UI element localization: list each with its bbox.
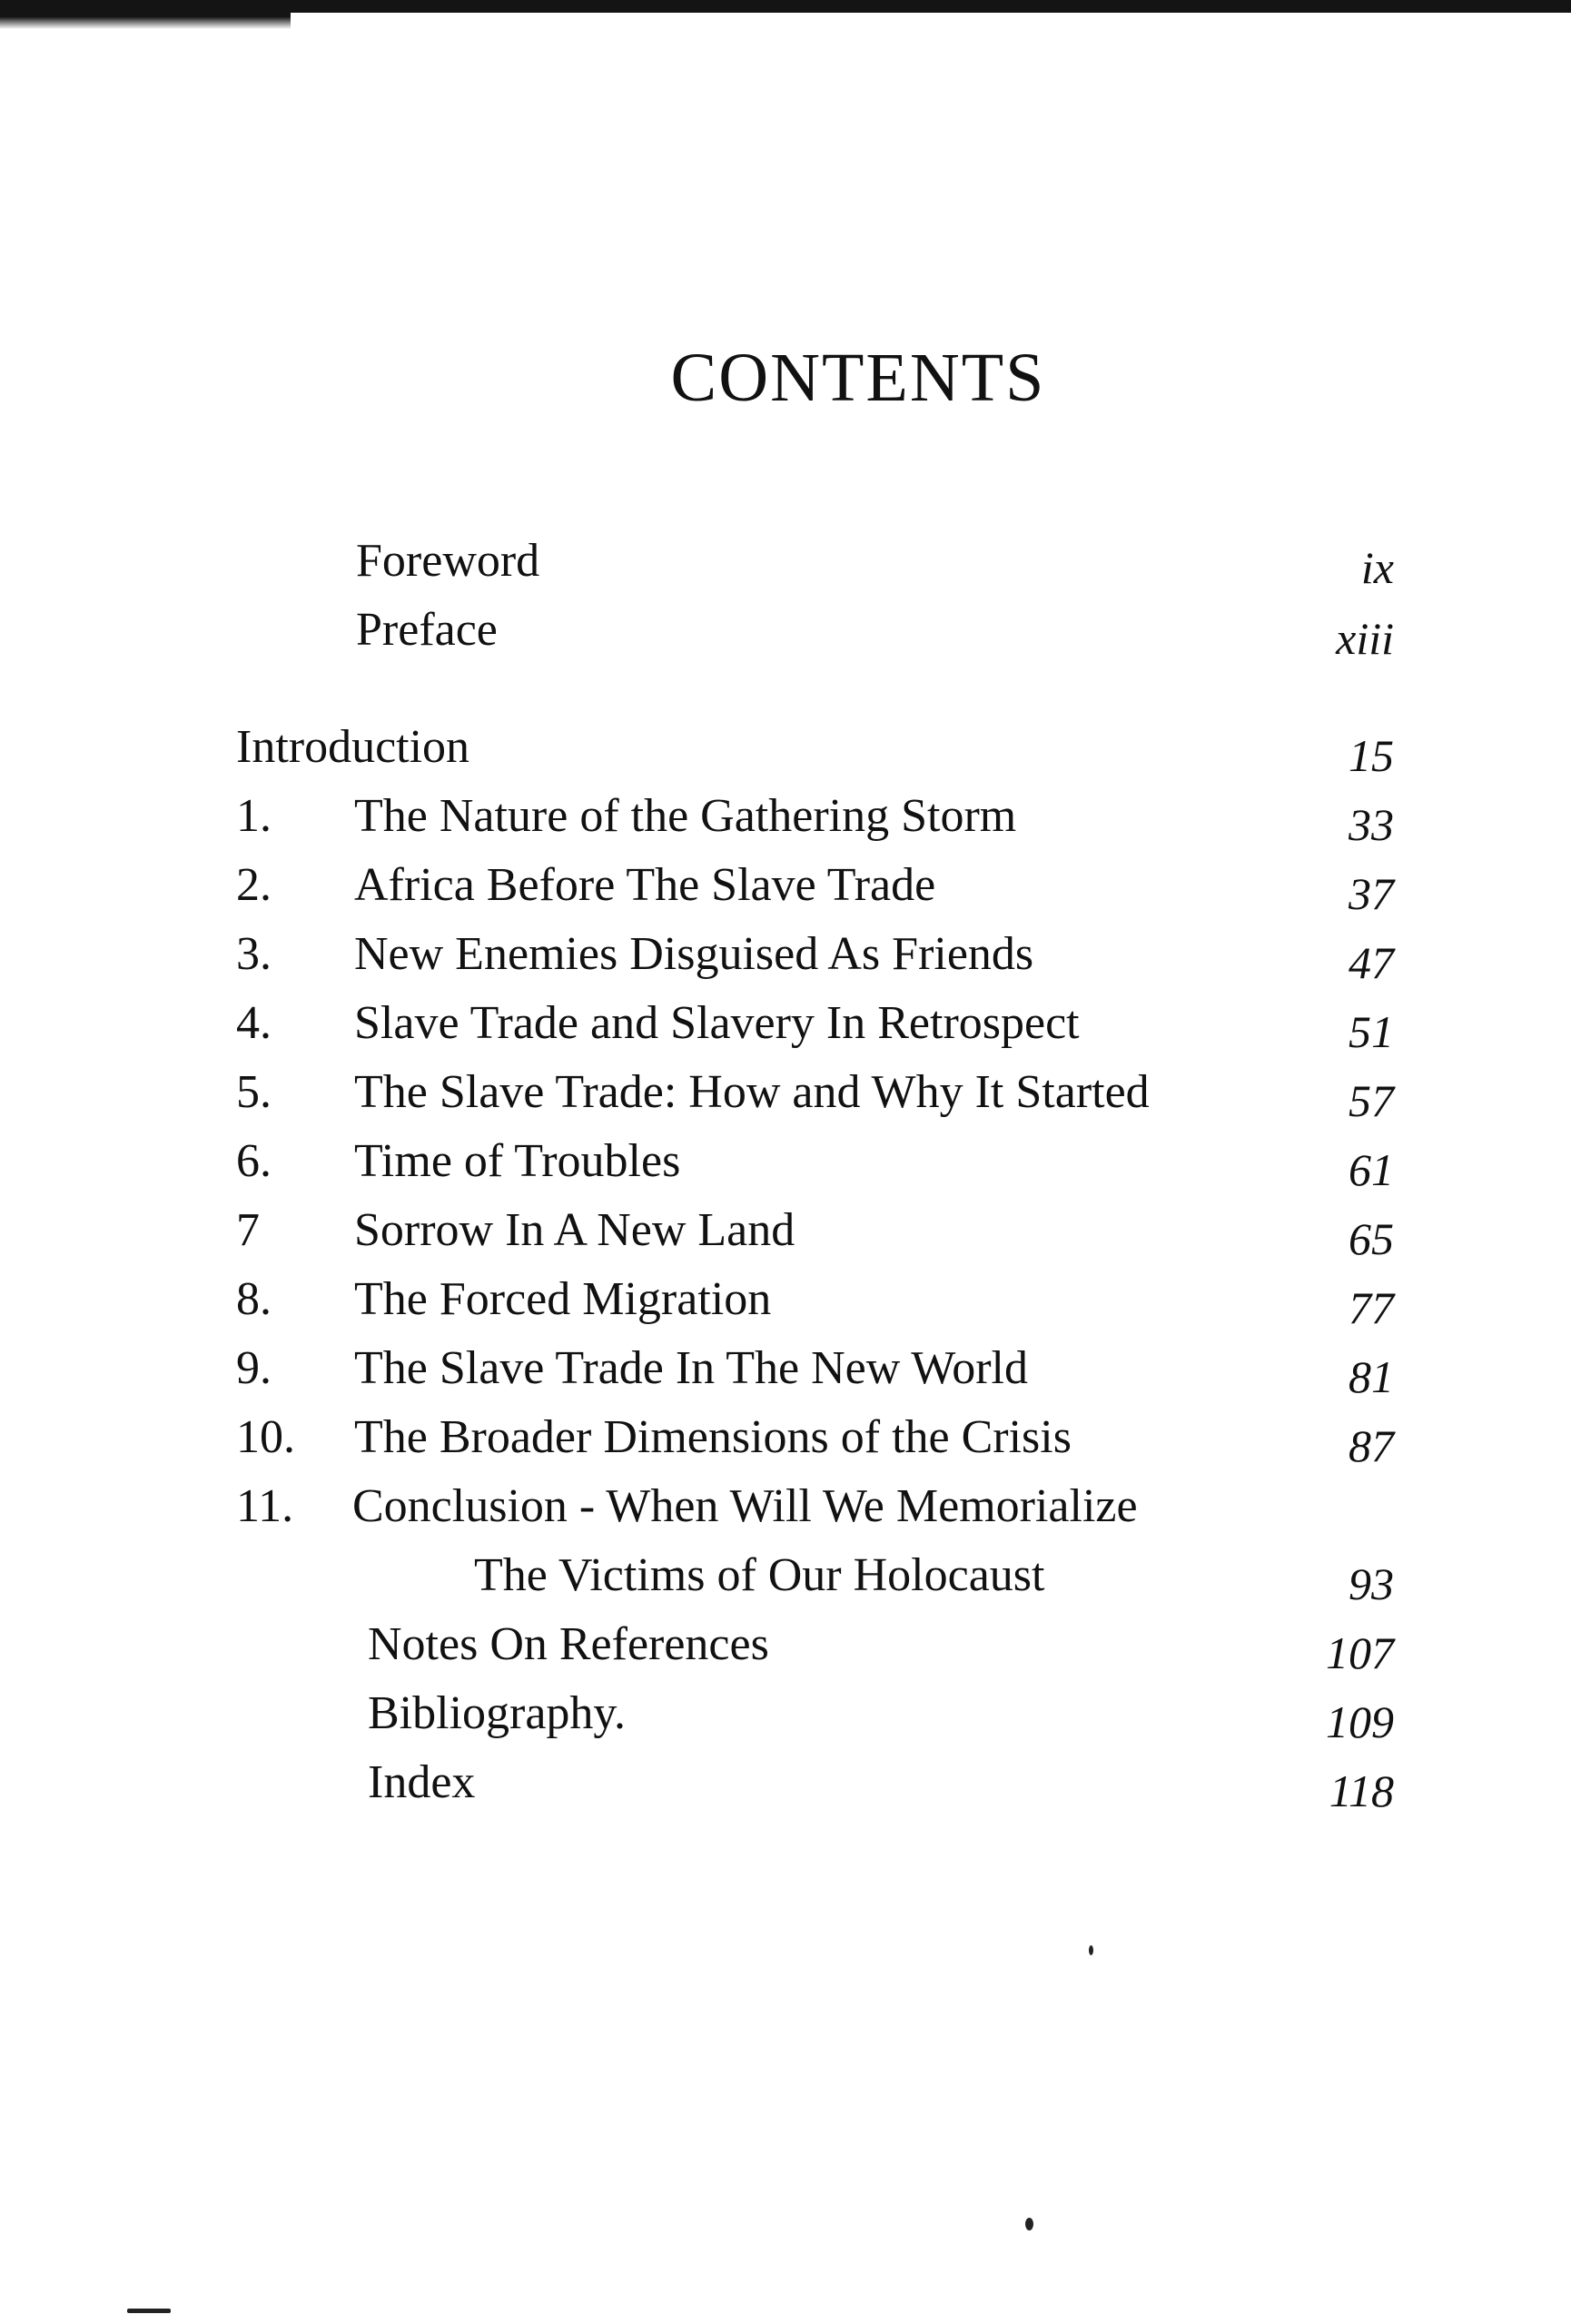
chapter-number: 11.: [236, 1480, 294, 1532]
toc-page-chapter: 61: [1349, 1144, 1394, 1195]
toc-entry-chapter: Africa Before The Slave Trade: [354, 859, 936, 911]
toc-entry-foreword: Foreword: [356, 535, 540, 587]
toc-entry-chapter: New Enemies Disguised As Friends: [354, 928, 1034, 980]
toc-page-chapter: 33: [1349, 799, 1394, 850]
toc-page-chapter: 81: [1349, 1351, 1394, 1402]
scan-speck: [1089, 1945, 1093, 1955]
toc-page-chapter: 87: [1349, 1420, 1394, 1471]
toc-entry-chapter: The Forced Migration: [354, 1273, 772, 1325]
toc-entry-chapter: The Slave Trade: How and Why It Started: [354, 1066, 1150, 1118]
toc-entry-chapter: Time of Troubles: [354, 1135, 681, 1187]
chapter-number: 8.: [236, 1273, 272, 1325]
toc-page-chapter: 47: [1349, 937, 1394, 988]
toc-page-index: 118: [1329, 1765, 1394, 1816]
toc-page-chapter: 65: [1349, 1213, 1394, 1264]
toc-page-chapter: 37: [1349, 868, 1394, 919]
toc-page-foreword: ix: [1360, 542, 1394, 593]
toc-entry-index: Index: [368, 1756, 476, 1808]
toc-entry-preface: Preface: [356, 604, 498, 656]
toc-entry-chapter: The Broader Dimensions of the Crisis: [354, 1411, 1072, 1463]
scan-top-edge: [0, 0, 1571, 13]
chapter-number: 5.: [236, 1066, 272, 1118]
toc-entry-bibliography: Bibliography.: [368, 1687, 627, 1739]
chapter-number: 1.: [236, 790, 272, 842]
chapter-number: 2.: [236, 859, 272, 911]
chapter-number: 7: [236, 1204, 260, 1256]
chapter-number: 10.: [236, 1411, 295, 1463]
toc-entry-chapter: The Slave Trade In The New World: [354, 1342, 1028, 1394]
toc-page-introduction: 15: [1349, 730, 1394, 781]
toc-page-preface: xiii: [1336, 613, 1394, 664]
toc-entry-notes: Notes On References: [368, 1618, 769, 1670]
toc-entry-chapter-continued: The Victims of Our Holocaust: [474, 1549, 1045, 1601]
scan-speck: [1025, 2218, 1033, 2230]
toc-page-chapter: 57: [1349, 1075, 1394, 1126]
toc-entry-chapter: The Nature of the Gathering Storm: [354, 790, 1017, 842]
toc-page-chapter: 51: [1349, 1006, 1394, 1057]
toc-entry-chapter: Conclusion - When Will We Memorialize: [352, 1480, 1138, 1532]
toc-page-chapter: 93: [1349, 1558, 1394, 1609]
toc-entry-introduction: Introduction: [236, 721, 470, 773]
chapter-number: 9.: [236, 1342, 272, 1394]
toc-page-bibliography: 109: [1326, 1696, 1394, 1747]
toc-entry-chapter: Sorrow In A New Land: [354, 1204, 795, 1256]
chapter-number: 3.: [236, 928, 272, 980]
scan-top-edge-shadow: [0, 13, 291, 29]
scan-speck: [127, 2309, 171, 2313]
chapter-number: 6.: [236, 1135, 272, 1187]
toc-entry-chapter: Slave Trade and Slavery In Retrospect: [354, 997, 1080, 1049]
toc-page-chapter: 77: [1349, 1282, 1394, 1333]
page-title: CONTENTS: [670, 340, 1046, 416]
toc-page-notes: 107: [1326, 1627, 1394, 1678]
chapter-number: 4.: [236, 997, 272, 1049]
